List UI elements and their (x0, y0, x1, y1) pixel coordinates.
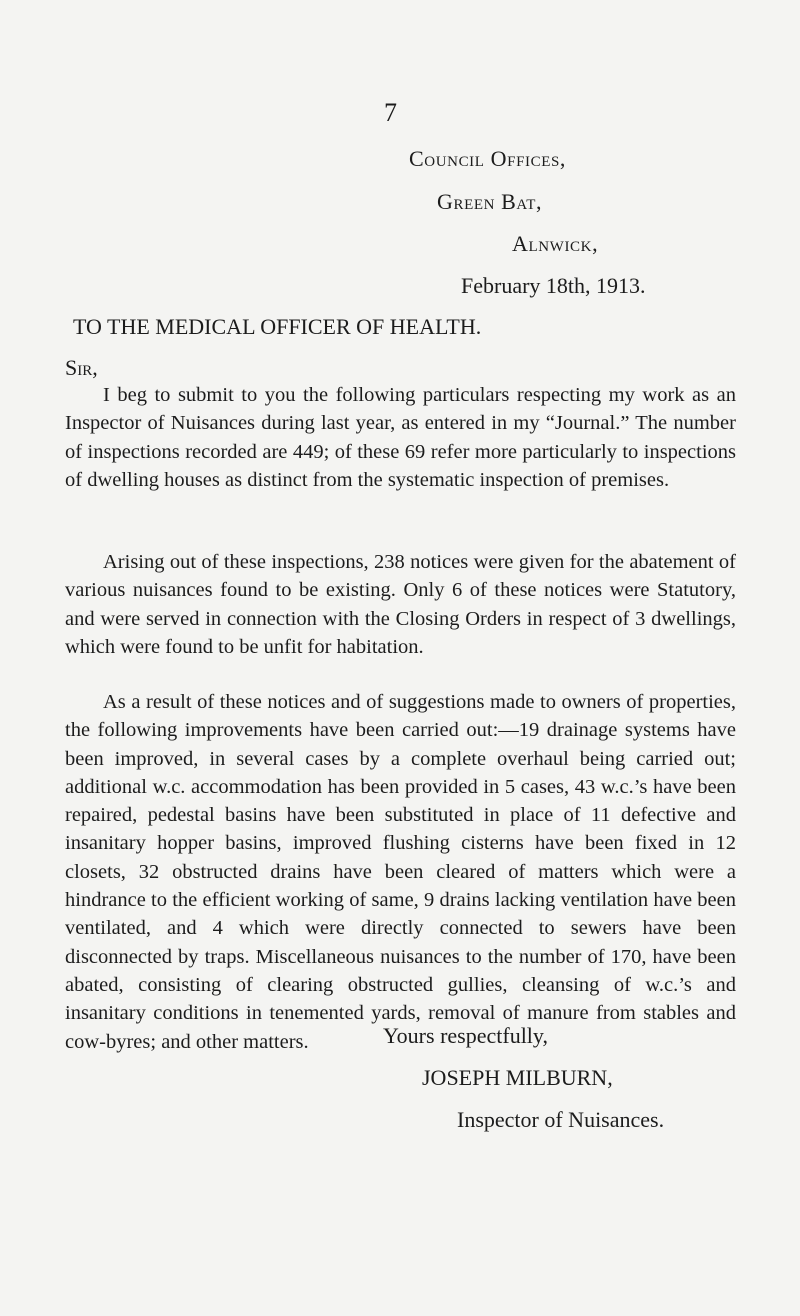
page-number: 7 (384, 98, 397, 127)
signatory-name: JOSEPH MILBURN, (422, 1065, 613, 1090)
address-line-3: Alnwick, (512, 231, 599, 256)
address-line-1: Council Offices, (409, 146, 567, 171)
paragraph-improvements: As a result of these notices and of suggestions made to owners of properties, the following improvements have been carried out:—19 drainage systems have been improved, in several cases by a complete overhaul being carried out; additional w.c. accommodation has been provided in 5 cases, 43 w.c.’s have been repaired, pedestal basins have been substituted in place of 11 defective and insanitary hopper basins, improved flushing cisterns have been fixed in 12 closets, 32 obstructed drains have been cleared of matters which were a hindrance to the efficient working of same, 9 drains lacking ventilation have been ventilated, and 4 which were directly connected to sewers have been disconnected by traps. Miscellaneous nuisances to the number of 170, have been abated, consisting of clearing obstructed gullies, cleansing of w.c.’s and insanitary conditions in tenemented yards, removal of manure from stables and cow-byres; and other matters. (65, 691, 736, 1053)
letter-date: February 18th, 1913. (461, 273, 646, 298)
valediction: Yours respectfully, (383, 1023, 548, 1048)
paragraph-notices: Arising out of these inspections, 238 notices were given for the abatement of various nuisances found to be existing. Only 6 of these notices were Statutory, and were served in connection with the Closing Orders in respect of 3 dwellings, which were found to be unfit for habitation. (65, 551, 736, 658)
salutation: Sir, (65, 355, 98, 380)
signatory-title: Inspector of Nuisances. (457, 1107, 665, 1132)
addressee-heading: TO THE MEDICAL OFFICER OF HEALTH. (73, 314, 482, 339)
address-line-2: Green Bat, (437, 189, 543, 214)
paragraph-inspections: I beg to submit to you the following particulars respecting my work as an Inspector of Nuisances during last year, as entered in my “Journal.” The number of inspections recorded are 449; of these 69 refer more particularly to inspections of dwelling houses as distinct from the systematic inspection of premises. (65, 384, 736, 491)
